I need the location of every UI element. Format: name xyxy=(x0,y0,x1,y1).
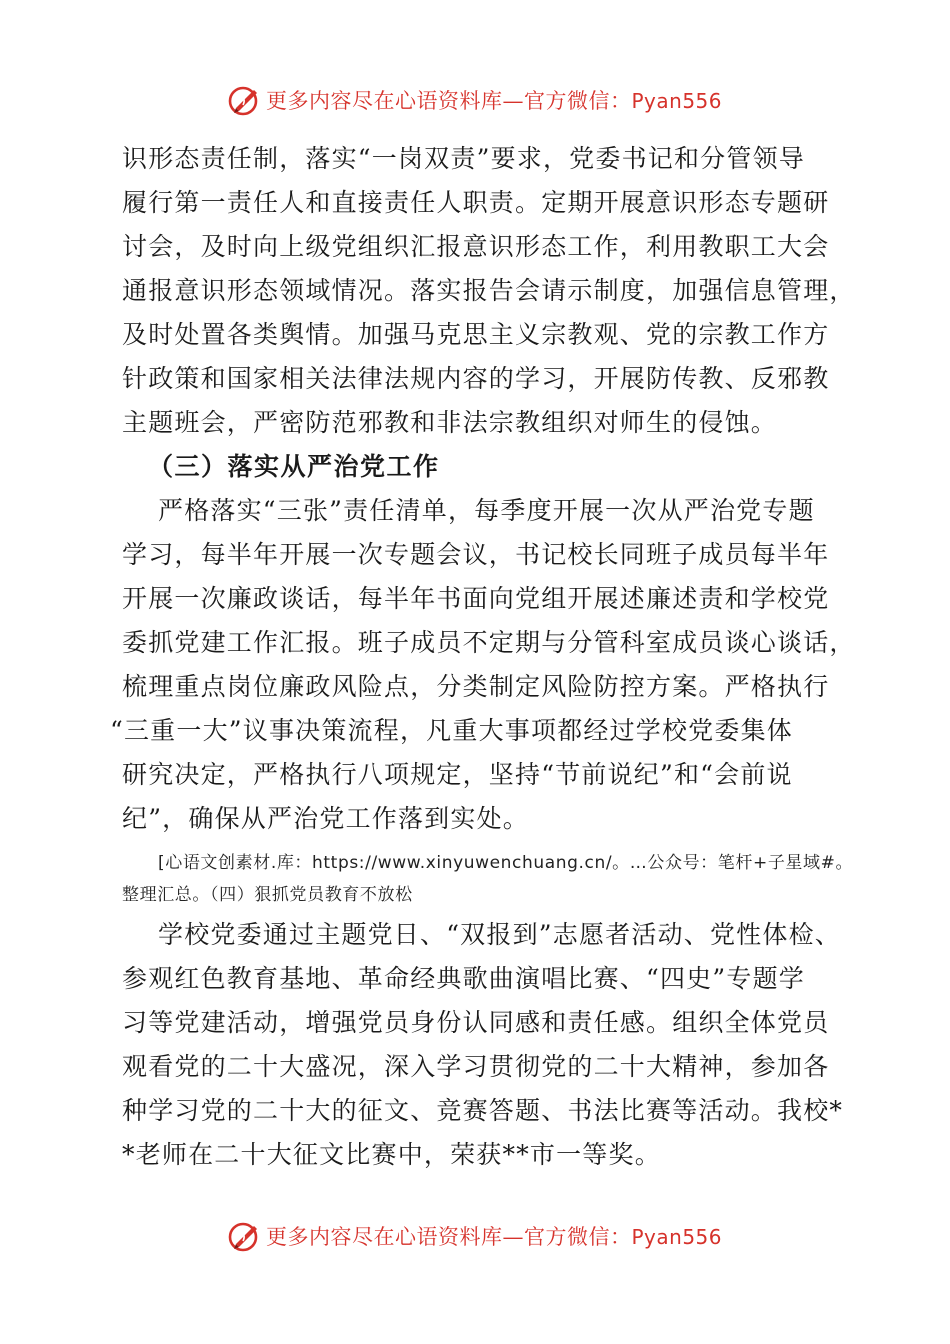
source-note-line: 整理汇总。（四）狠抓党员教育不放松 xyxy=(122,885,413,905)
p3-line: *老师在二十大征文比赛中，荣获**市一等奖。 xyxy=(122,1140,661,1169)
banner-wechat-id: Pyan556 xyxy=(631,89,723,113)
p2-line: “三重一大”议事决策流程，凡重大事项都经过学校党委集体 xyxy=(110,716,793,745)
p1-line: 及时处置各类舆情。加强马克思主义宗教观、党的宗教工作方 xyxy=(122,320,830,349)
header-banner xyxy=(0,82,950,122)
p1-line: 识形态责任制，落实“一岗双责”要求，党委书记和分管领导 xyxy=(122,144,805,173)
banner-text-cn: 更多内容尽在心语资料库—官方微信： xyxy=(266,1225,632,1249)
p1-line: 针政策和国家相关法律法规内容的学习，开展防传教、反邪教 xyxy=(122,364,830,393)
p2-line: 梳理重点岗位廉政风险点，分类制定风险防控方案。严格执行 xyxy=(122,672,830,701)
p1-line: 讨会，及时向上级党组织汇报意识形态工作，利用教职工大会 xyxy=(122,232,830,261)
banner-text xyxy=(266,1224,722,1250)
p3-line: 种学习党的二十大的征文、竞赛答题、书法比赛等活动。我校* xyxy=(122,1096,844,1125)
p1-line: 履行第一责任人和直接责任人职责。定期开展意识形态专题研 xyxy=(122,188,830,217)
banner-wechat-id: Pyan556 xyxy=(631,1225,723,1249)
p3-line: 习等党建活动，增强党员身份认同感和责任感。组织全体党员 xyxy=(122,1008,830,1037)
p2-line: 研究决定，严格执行八项规定，坚持“节前说纪”和“会前说 xyxy=(122,760,793,789)
p1-line: 主题班会，严密防范邪教和非法宗教组织对师生的侵蚀。 xyxy=(122,408,778,437)
p2-line: 开展一次廉政谈话，每半年书面向党组开展述廉述责和学校党 xyxy=(122,584,830,613)
banner-text xyxy=(266,88,722,114)
p3-line: 观看党的二十大盛况，深入学习贯彻党的二十大精神，参加各 xyxy=(122,1052,830,1081)
p2-line: 严格落实“三张”责任清单，每季度开展一次从严治党专题 xyxy=(158,496,815,525)
p2-line: 委抓党建工作汇报。班子成员不定期与分管科室成员谈心谈话， xyxy=(122,628,856,657)
pen-logo-icon xyxy=(228,1220,262,1254)
section-heading-3: （三）落实从严治党工作 xyxy=(148,452,440,481)
p1-line: 通报意识形态领域情况。落实报告会请示制度，加强信息管理， xyxy=(122,276,856,305)
banner-text-cn: 更多内容尽在心语资料库—官方微信： xyxy=(266,89,632,113)
p3-line: 参观红色教育基地、革命经典歌曲演唱比赛、“四史”专题学 xyxy=(122,964,805,993)
p2-line: 学习，每半年开展一次专题会议，书记校长同班子成员每半年 xyxy=(122,540,830,569)
source-note-line: [心语文创素材.库：https://www.xinyuwenchuang.cn/。…公众号：笔杆+子星域#。 xyxy=(158,853,854,873)
p3-line: 学校党委通过主题党日、“双报到”志愿者活动、党性体检、 xyxy=(158,920,841,949)
footer-banner xyxy=(0,1218,950,1258)
p2-line: 纪”，确保从严治党工作落到实处。 xyxy=(122,804,529,833)
pen-logo-icon xyxy=(228,84,262,118)
